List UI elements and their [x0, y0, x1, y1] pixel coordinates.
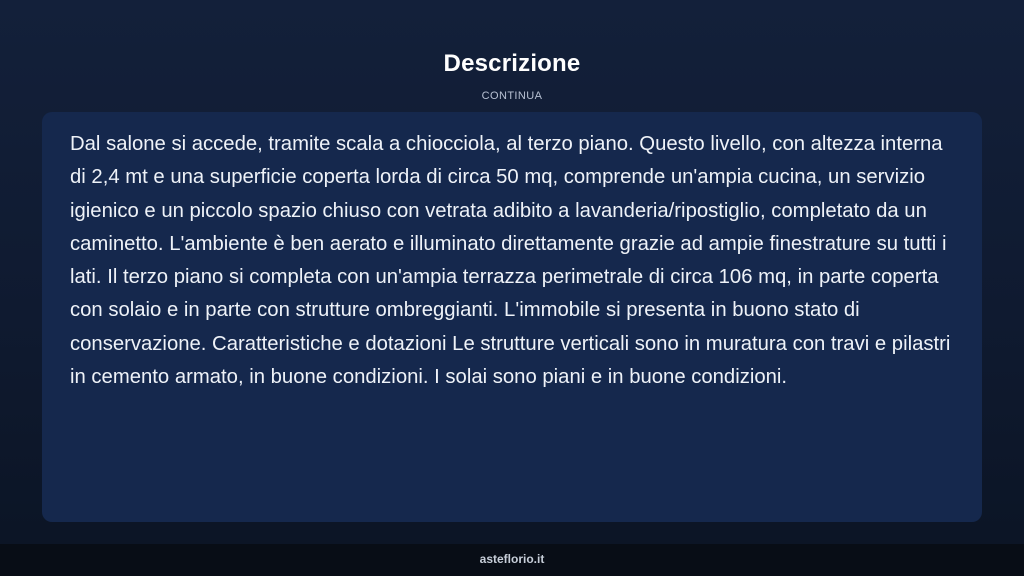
- site-name: asteflorio.it: [479, 552, 545, 566]
- footer-bar: [0, 544, 1024, 576]
- description-text: Dal salone si accede, tramite scala a chiocciola, al terzo piano. Questo livello, con altezza interna di 2,4 mt e una superficie coperta lorda di circa 50 mq, comprende un'ampia cucina, un servizio igienico e un piccolo spazio chiuso con vetrata adibito a lavanderia/ripostiglio, completato da un caminetto. L'ambiente è ben aerato e illuminato direttamente grazie ad ampie finestrature su tutti i lati. Il terzo piano si completa con un'ampia terrazza perimetrale di circa 106 mq, in parte coperta con solaio e in parte con strutture ombreggianti. L'immobile si presenta in buono stato di conservazione. Caratteristiche e dotazioni Le strutture verticali sono in muratura con travi e pilastri in cemento armato, in buone condizioni. I solai sono piani e in buone condizioni.: [70, 133, 951, 389]
- page-title: Descrizione: [443, 50, 581, 77]
- description-card: [42, 112, 982, 522]
- continuation-label: CONTINUA: [481, 90, 543, 102]
- header: [0, 0, 1024, 112]
